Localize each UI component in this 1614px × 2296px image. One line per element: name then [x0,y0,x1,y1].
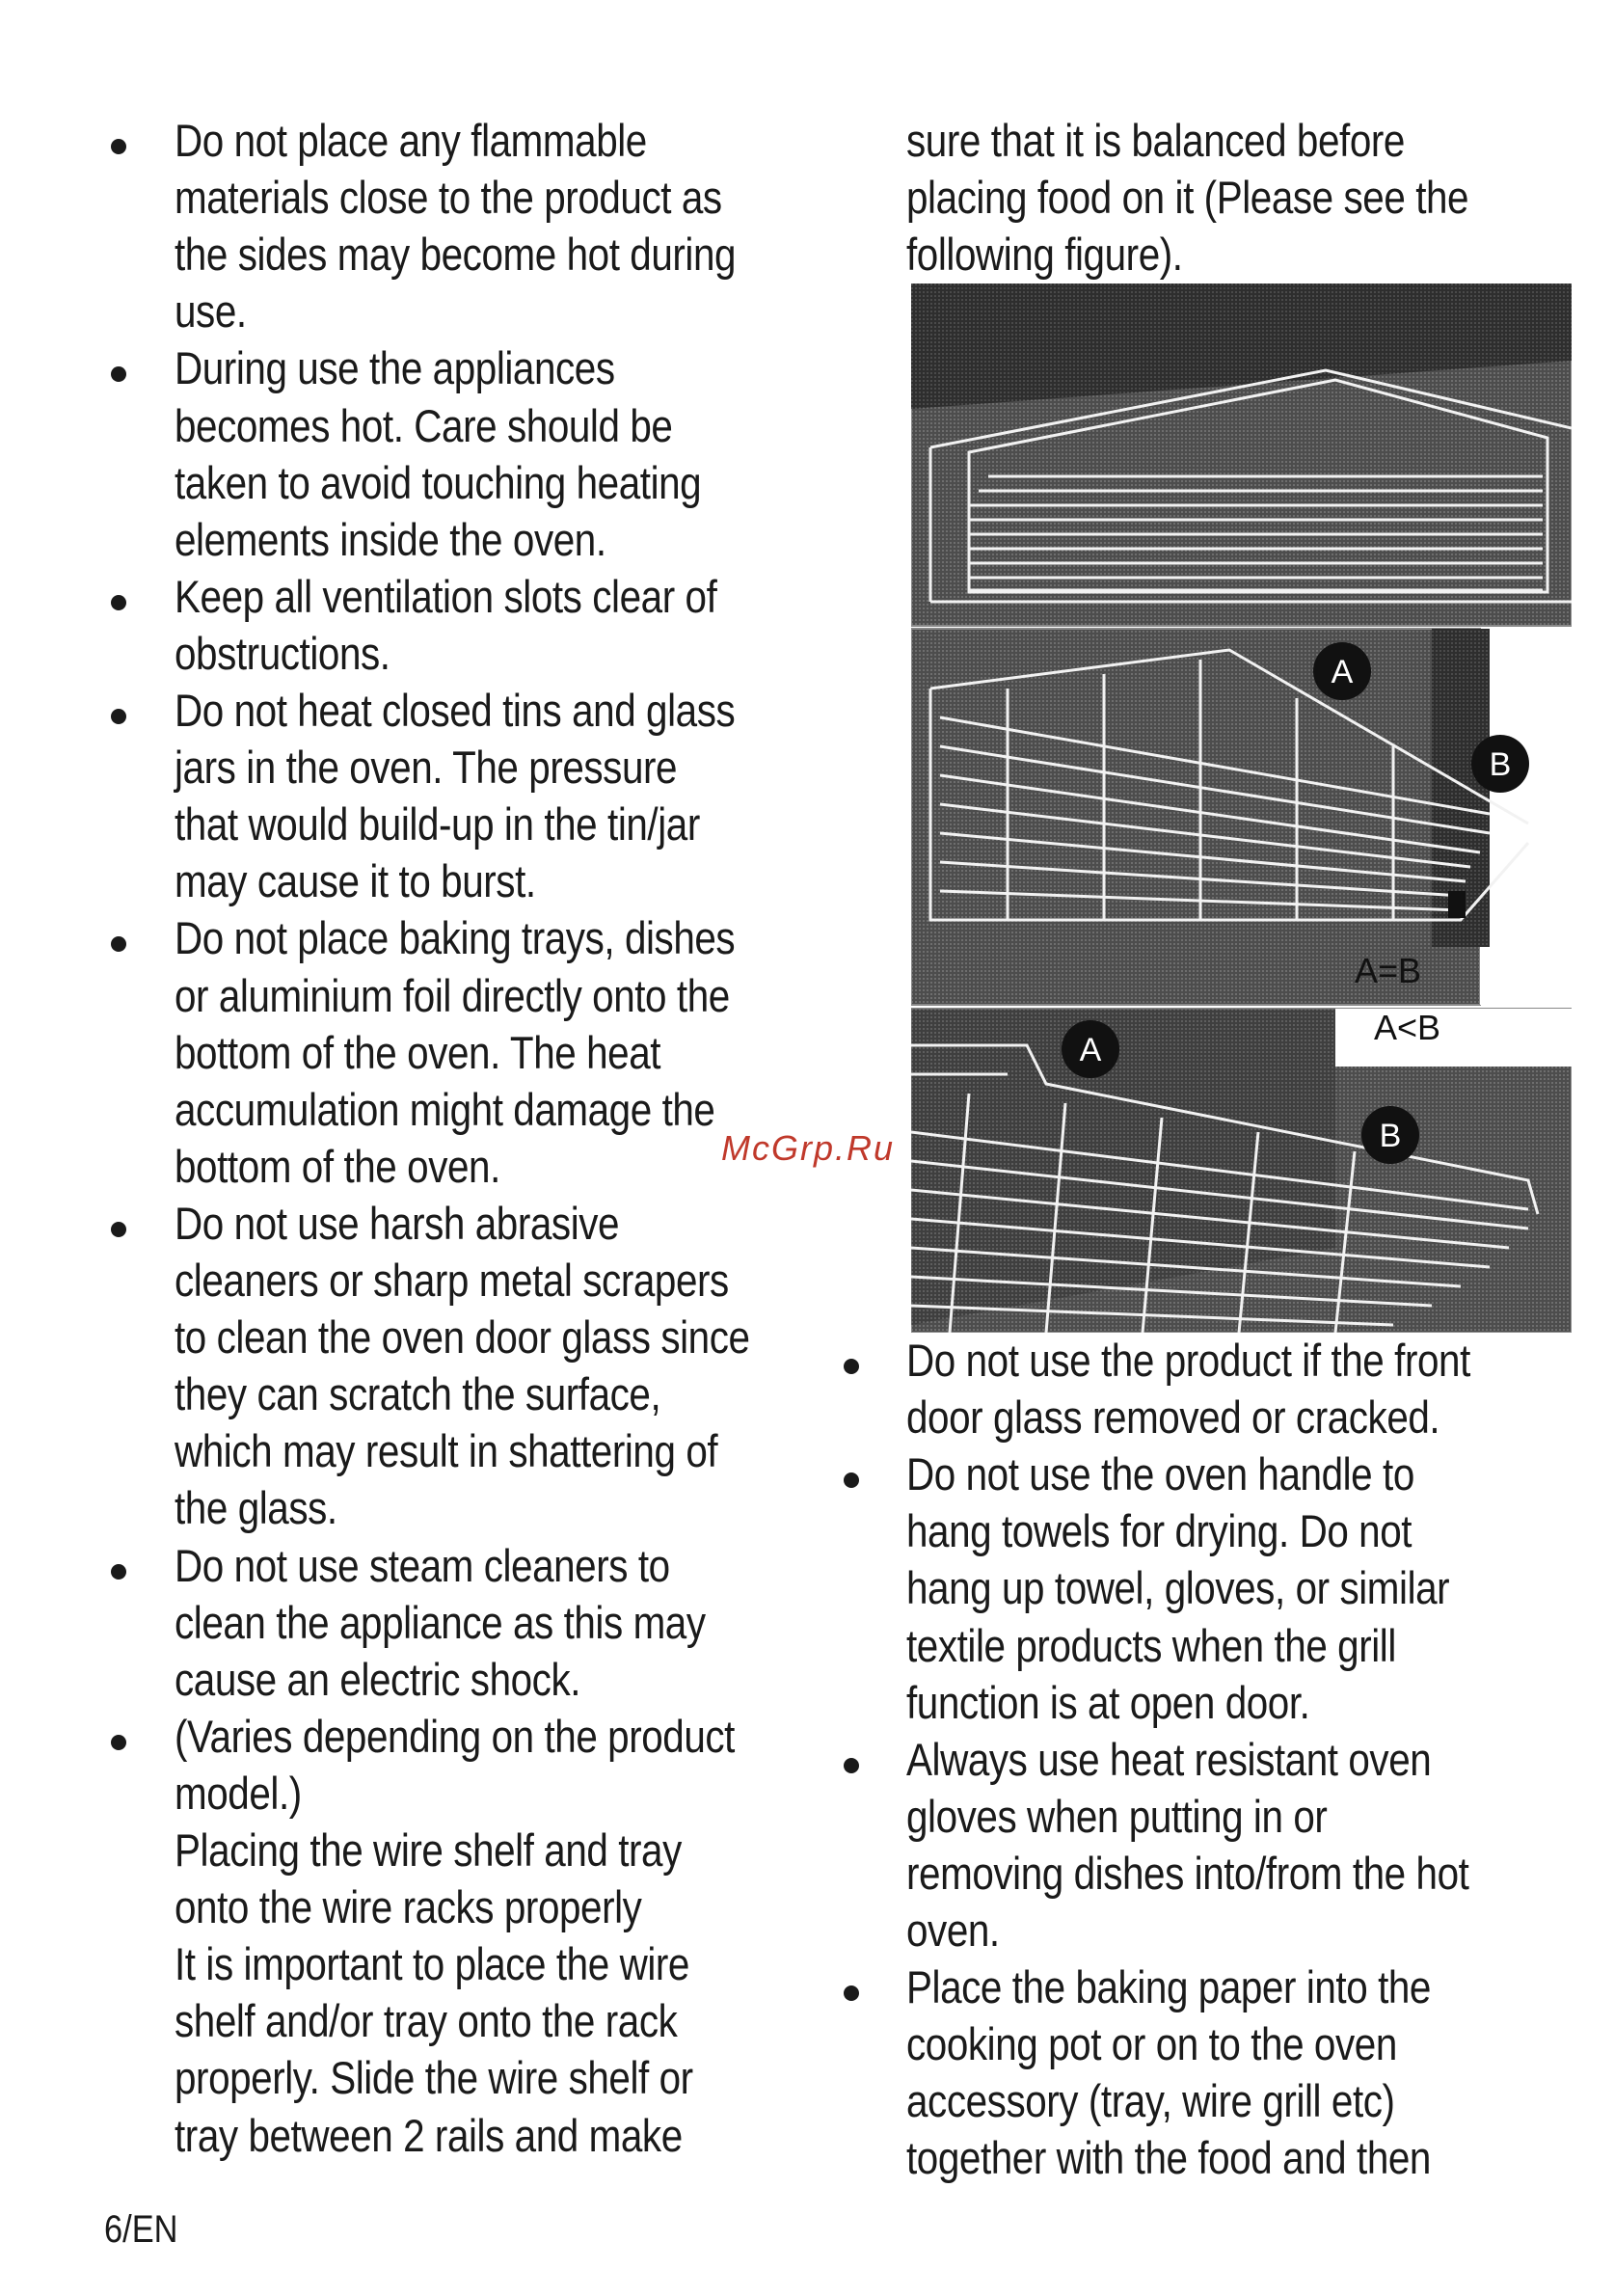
bullet-text-line: or aluminium foil directly onto the [175,969,730,1021]
bullet-dot-icon [844,1359,859,1374]
bullet-text-line: jars in the oven. The pressure [175,742,678,794]
bullet-text-line: Do not use steam cleaners to [175,1539,670,1591]
bullet-dot-icon [111,595,126,610]
bullet-dot-icon [111,709,126,724]
bullet-text-line: Do not place baking trays, dishes [175,912,736,964]
bullet-text-line: cause an electric shock. [175,1653,581,1705]
label-b-balanced: B [1489,746,1512,783]
bullet-text-line: onto the wire racks properly [175,1881,642,1933]
shelf-photo-balanced [911,629,1572,1005]
bullet-text-line: (Varies depending on the product [175,1710,735,1762]
bullet-text-line: model.) [175,1767,302,1819]
bullet-text-line: becomes hot. Care should be [175,399,673,451]
bullet-dot-icon [111,139,126,154]
label-a-balanced: A [1331,654,1354,690]
bullet-text-line: accumulation might damage the [175,1083,715,1135]
bullet-text-line: that would build-up in the tin/jar [175,798,700,851]
bullet-dot-icon [844,1758,859,1773]
bullet-text-line: shelf and/or tray onto the rack [175,1995,678,2047]
bullet-dot-icon [111,936,126,952]
continuation-text-line: placing food on it (Please see the [906,172,1469,223]
label-a-unbalanced: A [1079,1032,1102,1068]
bullet-text-line: obstructions. [175,627,390,679]
bullet-text-line: hang towels for drying. Do not [906,1505,1412,1557]
bullet-text-line: hang up towel, gloves, or similar [906,1562,1450,1614]
bullet-text-line: removing dishes into/from the hot [906,1847,1469,1899]
bullet-text-line: cleaners or sharp metal scrapers [175,1255,729,1306]
bullet-text-line: Always use heat resistant oven [906,1733,1432,1785]
bullet-text-line: to clean the oven door glass since [175,1311,750,1364]
bullet-text-line: textile products when the grill [906,1619,1396,1671]
bullet-text-line: which may result in shattering of [175,1425,718,1477]
continuation-text-line: following figure). [906,229,1183,280]
bullet-text-line: door glass removed or cracked. [906,1391,1440,1444]
bullet-text-line: the sides may become hot during [175,229,737,281]
bullet-text-line: tray between 2 rails and make [175,2109,683,2161]
bullet-dot-icon [111,366,126,382]
bullet-dot-icon [111,1735,126,1750]
bullet-text-line: clean the appliance as this may [175,1596,706,1648]
bullet-text-line: It is important to place the wire [175,1938,689,1990]
bullet-text-line: use. [175,285,247,338]
label-b-unbalanced: B [1379,1118,1402,1154]
bullet-text-line: cooking pot or on to the oven [906,2018,1397,2070]
bullet-dot-icon [844,1985,859,2001]
bullet-text-line: function is at open door. [906,1676,1310,1728]
bullet-text-line: properly. Slide the wire shelf or [175,2052,693,2104]
bullet-text-line: bottom of the oven. The heat [175,1026,661,1078]
continuation-text-line: sure that it is balanced before [906,115,1405,166]
shelf-photo-top [911,284,1572,626]
wire-shelf-figure [911,284,1572,1333]
bullet-text-line: together with the food and then [906,2132,1431,2184]
bullet-text-line: Do not use the product if the front [906,1335,1470,1386]
bullet-text-line: Keep all ventilation slots clear of [175,570,717,622]
bullet-text-line: oven. [906,1904,1000,1956]
bullet-text-line: may cause it to burst. [175,855,536,907]
bullet-text-line: Do not place any flammable [175,115,647,166]
bullet-text-line: elements inside the oven. [175,513,606,565]
bullet-text-line: bottom of the oven. [175,1140,500,1192]
bullet-text-line: accessory (tray, wire grill etc) [906,2075,1395,2127]
caption-equal: A=B [1355,951,1422,990]
bullet-text-line: Do not use the oven handle to [906,1448,1414,1500]
page-number: 6/EN [104,2208,178,2251]
bullet-text-line: Do not heat closed tins and glass [175,685,736,736]
bullet-text-line: the glass. [175,1482,337,1534]
bullet-text-line: Place the baking paper into the [906,1961,1431,2013]
bullet-text-line: gloves when putting in or [906,1790,1328,1842]
bullet-text-line: taken to avoid touching heating [175,456,702,508]
shelf-photo-unbalanced [911,1008,1572,1333]
bullet-text-line: Placing the wire shelf and tray [175,1824,682,1876]
wire-shelf-illustration [911,284,1572,1333]
bullet-dot-icon [111,1564,126,1580]
bullet-text-line: materials close to the product as [175,172,722,224]
bullet-dot-icon [111,1222,126,1237]
caption-less: A<B [1374,1008,1441,1047]
bullet-dot-icon [844,1472,859,1488]
bullet-text-line: Do not use harsh abrasive [175,1197,620,1249]
bullet-text-line: During use the appliances [175,342,615,394]
watermark: McGrp.Ru [721,1128,896,1168]
bullet-text-line: they can scratch the surface, [175,1368,661,1420]
